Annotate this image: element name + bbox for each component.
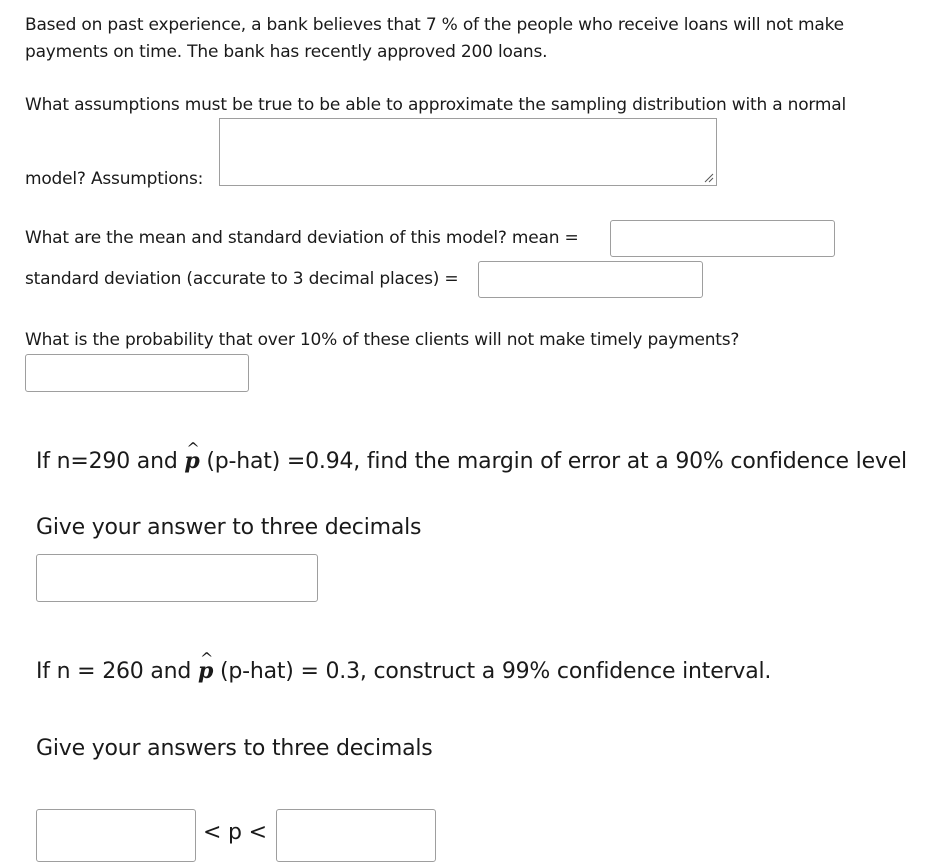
sd-question: standard deviation (accurate to 3 decimal places) = <box>25 269 459 289</box>
interval-instruction: Give your answers to three decimals <box>36 736 433 761</box>
interval-upper-input[interactable] <box>276 809 436 862</box>
interval-question-start: If n = 260 and <box>36 659 192 684</box>
intro-text-line-2: payments on time. The bank has recently approved 200 loans. <box>25 42 548 62</box>
sd-input[interactable] <box>478 261 703 298</box>
probability-question: What is the probability that over 10% of these clients will not make timely payments? <box>25 330 740 350</box>
mean-input[interactable] <box>610 220 835 257</box>
mean-question: What are the mean and standard deviation of this model? mean = <box>25 228 579 248</box>
assumptions-question-line-2: model? Assumptions: <box>25 169 204 189</box>
assumptions-textarea[interactable] <box>219 118 717 186</box>
margin-question-end: (p-hat) =0.94, find the margin of error at a 90% confidence level <box>199 449 907 474</box>
interval-question-end: (p-hat) = 0.3, construct a 99% confidence interval. <box>213 659 772 684</box>
p-hat-symbol: ^ p <box>184 446 199 476</box>
interval-lower-input[interactable] <box>36 809 196 862</box>
margin-question <box>36 446 907 477</box>
intro-text-line-1: Based on past experience, a bank believes that 7 % of the people who receive loans will not make <box>25 15 844 35</box>
assumptions-question-line-1: What assumptions must be true to be able to approximate the sampling distribution with a normal <box>25 95 847 115</box>
interval-question <box>36 656 771 687</box>
p-hat-symbol: ^ p <box>198 656 213 686</box>
margin-question-start: If n=290 and <box>36 449 178 474</box>
probability-input[interactable] <box>25 354 249 392</box>
resize-grip-icon[interactable] <box>702 171 714 183</box>
margin-of-error-input[interactable] <box>36 554 318 602</box>
interval-between-text: < p < <box>203 820 267 845</box>
margin-instruction: Give your answer to three decimals <box>36 515 422 540</box>
